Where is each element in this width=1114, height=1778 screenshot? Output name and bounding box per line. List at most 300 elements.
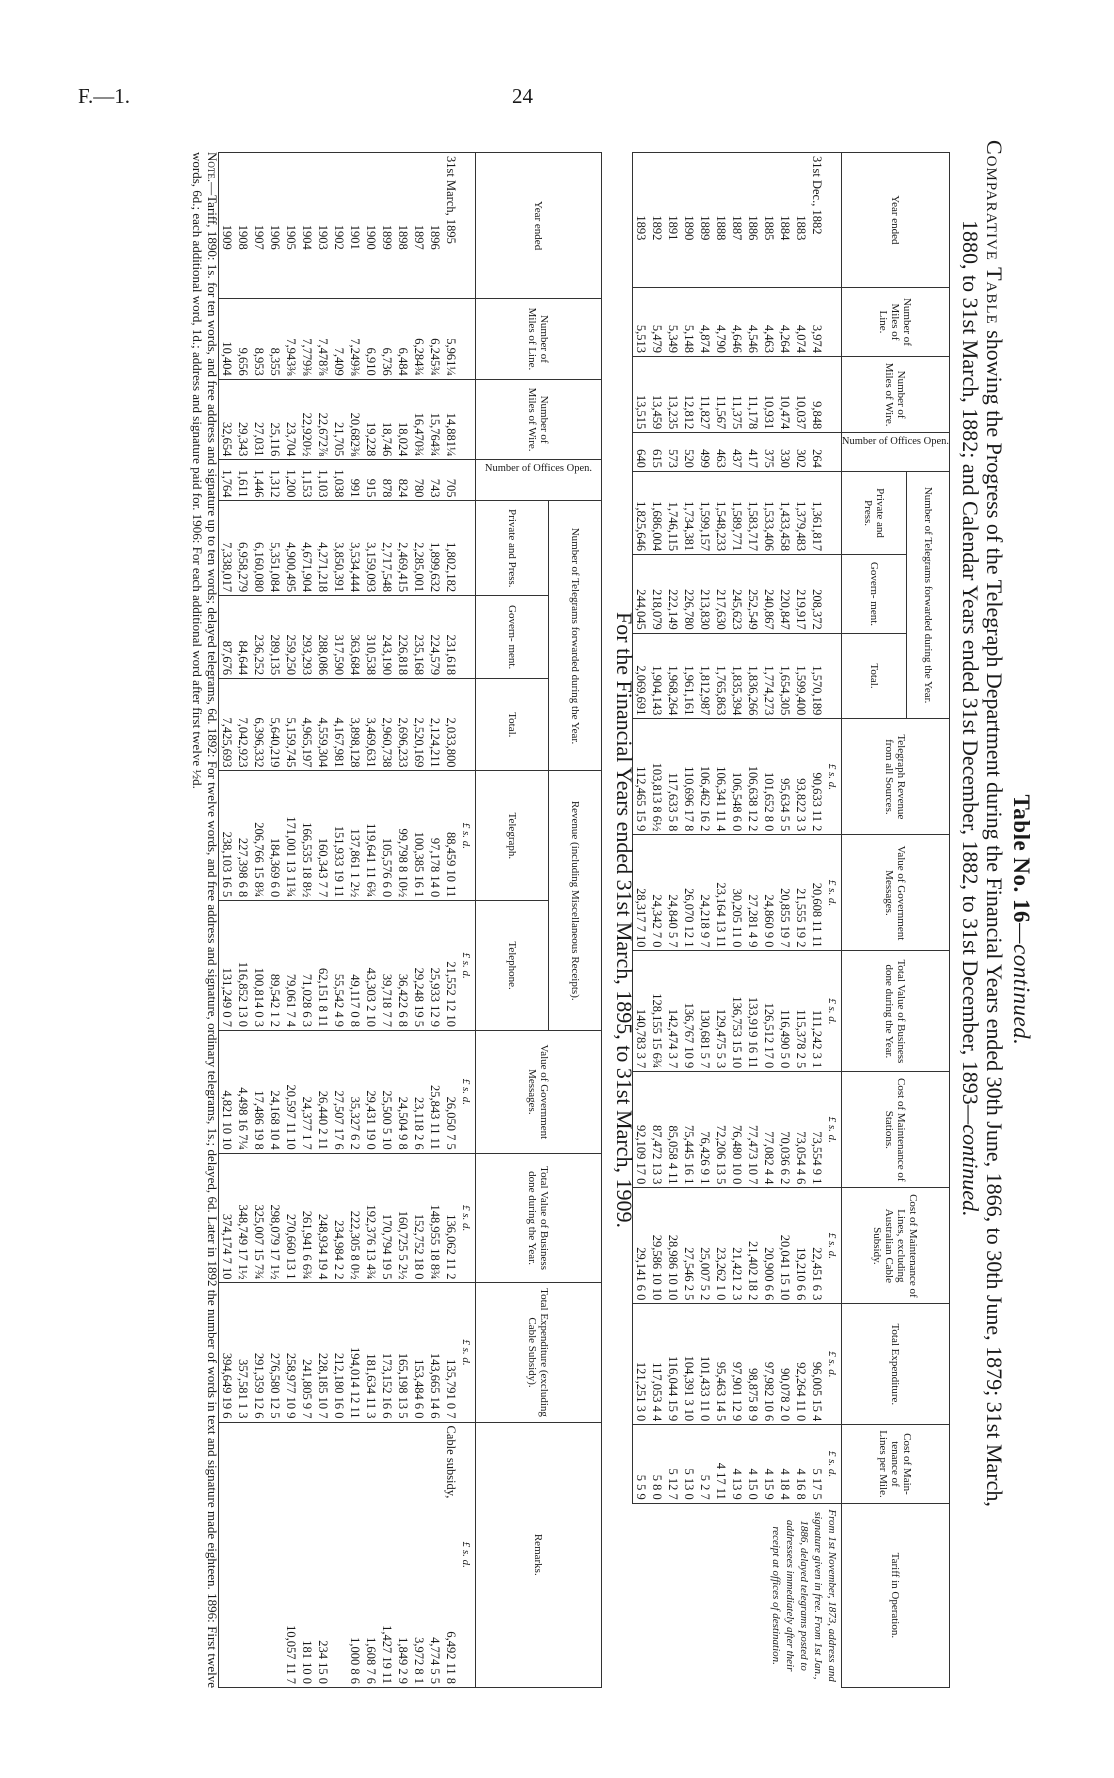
table-row xyxy=(363,153,379,1688)
year-value: 1891 xyxy=(665,215,680,241)
private-cell: 6,160,080 xyxy=(251,501,267,596)
line-cell: 8,953 xyxy=(251,299,267,380)
table-row xyxy=(809,153,825,1688)
table-row xyxy=(761,153,777,1688)
lines-cell: 21,421 2 3 xyxy=(729,1188,745,1304)
gov-cell: 226,780 xyxy=(681,555,697,634)
remarks-cell xyxy=(267,1422,283,1687)
table-row xyxy=(299,153,315,1688)
offices-cell: 264 xyxy=(809,433,825,472)
value-cell: 111,242 3 1 xyxy=(809,951,825,1072)
subtitle-1895-1909: For the Financial Years ended 31st March, 1895, to 31st March, 1909. xyxy=(612,612,637,1228)
gov-cell: 317,590 xyxy=(331,596,347,679)
year-cell xyxy=(251,153,267,299)
offices-cell: 878 xyxy=(379,460,395,501)
offices-cell: 640 xyxy=(632,433,649,472)
unit-cell: £ s. d. xyxy=(825,1304,842,1425)
col-private-press: Private and Press. xyxy=(476,501,549,596)
value-cell: 130,681 5 7 xyxy=(697,951,713,1072)
wire-cell: 11,178 xyxy=(745,357,761,433)
wire-cell: 13,235 xyxy=(665,357,681,433)
private-cell: 5,351,084 xyxy=(267,501,283,596)
lines-cell: 29,586 10 10 xyxy=(649,1188,665,1304)
offices-cell: 520 xyxy=(681,433,697,472)
year-cell xyxy=(665,153,681,288)
expend-cell: 121,251 3 0 xyxy=(632,1304,649,1425)
private-cell: 1,583,717 xyxy=(745,471,761,554)
lines-cell: 21,402 18 2 xyxy=(745,1188,761,1304)
total-cell: 2,696,233 xyxy=(395,679,411,771)
expend-cell: 394,649 19 6 xyxy=(219,1283,236,1422)
year-value: 1900 xyxy=(364,224,378,250)
expend-cell: 135,791 0 7 xyxy=(443,1283,459,1422)
unit-cell: £ s. d. xyxy=(459,1422,476,1687)
govmsg-cell: 25,500 5 10 xyxy=(379,1030,395,1153)
gov-cell: 226,818 xyxy=(395,596,411,679)
year-value: 1896 xyxy=(428,224,442,250)
line-cell: 10,404 xyxy=(219,299,236,380)
revenue-cell: 90,633 11 2 xyxy=(809,719,825,835)
value-cell: 133,919 16 11 xyxy=(745,951,761,1072)
remarks-cell xyxy=(347,1422,363,1687)
unit-cell: £ s. d. xyxy=(459,1153,476,1283)
gov-cell: 217,630 xyxy=(713,555,729,634)
lines-cell: 20,900 6 6 xyxy=(761,1188,777,1304)
year-cell xyxy=(443,153,459,299)
expend-cell: 117,053 4 4 xyxy=(649,1304,665,1425)
offices-cell: 330 xyxy=(777,433,793,472)
stations-cell: 73,554 9 1 xyxy=(809,1072,825,1188)
total-cell: 2,069,691 xyxy=(632,633,649,719)
total-cell: 2,960,738 xyxy=(379,679,395,771)
gov-cell: 222,149 xyxy=(665,555,681,634)
offices-cell: 1,446 xyxy=(251,460,267,501)
unit-cell xyxy=(459,460,476,501)
unit-cell xyxy=(825,555,842,634)
year-value: 1890 xyxy=(681,215,696,241)
line-cell: 5,148 xyxy=(681,287,697,356)
expend-cell: 101,433 11 0 xyxy=(697,1304,713,1425)
expend-cell: 97,982 10 6 xyxy=(761,1304,777,1425)
col-maint-stations: Cost of Maintenance of Stations. xyxy=(841,1072,949,1188)
value-cell: 116,490 5 0 xyxy=(777,951,793,1072)
revenue-cell: 101,652 8 0 xyxy=(761,719,777,835)
year-value: 1883 xyxy=(793,215,808,241)
table-row xyxy=(793,153,809,1688)
table-row xyxy=(283,153,299,1688)
permile-cell: 4 13 9 xyxy=(729,1425,745,1504)
gov-cell: 243,190 xyxy=(379,596,395,679)
expend-cell: 291,359 12 6 xyxy=(251,1283,267,1422)
remark-value: 3,972 8 1 xyxy=(412,1637,426,1684)
gov-cell: 208,372 xyxy=(809,555,825,634)
gov-cell: 244,045 xyxy=(632,555,649,634)
year-cell xyxy=(283,153,299,299)
remarks-cell xyxy=(443,1422,459,1687)
year-value: 1907 xyxy=(252,224,266,250)
table-row xyxy=(331,153,347,1688)
year-cell xyxy=(777,153,793,288)
col-total-value: Total Value of Business done during the Year. xyxy=(476,1153,602,1283)
unit-cell xyxy=(825,153,842,288)
value-cell: 142,474 3 7 xyxy=(665,951,681,1072)
wire-cell: 14,881¼ xyxy=(443,379,459,460)
permile-cell: 4 15 9 xyxy=(761,1425,777,1504)
wire-cell: 12,812 xyxy=(681,357,697,433)
telegraph-cell: 100,385 16 1 xyxy=(411,771,427,901)
value-cell: 126,512 17 0 xyxy=(761,951,777,1072)
value-cell: 261,941 6 6¾ xyxy=(299,1153,315,1283)
wire-cell: 23,704 xyxy=(283,379,299,460)
year-cell xyxy=(331,153,347,299)
expend-cell: 194,014 12 11 xyxy=(347,1283,363,1422)
unit-cell: £ s. d. xyxy=(825,719,842,835)
value-cell: 270,660 13 1 xyxy=(283,1153,299,1283)
govmsg-cell: 23,164 13 11 xyxy=(713,835,729,951)
gov-cell: 218,079 xyxy=(649,555,665,634)
remark-value: 1,849 2 9 xyxy=(396,1637,410,1684)
expend-cell: 212,180 16 0 xyxy=(331,1283,347,1422)
stations-cell: 85,058 4 11 xyxy=(665,1072,681,1188)
permile-cell: 5 17 5 xyxy=(809,1425,825,1504)
col-remarks: Remarks. xyxy=(476,1422,602,1687)
table-title: Comparative Table showing the Progress of the Telegraph Department during the Financial Years ended 30th June, 1866, to 30th June, 1879; 31st March, 1880, to 31st March, 1882; and Calendar Years ended 31st December, 1882, to 31st December, 1893—continued. xyxy=(958,140,1007,1507)
total-cell: 1,836,266 xyxy=(745,633,761,719)
telegraph-cell: 166,535 18 8½ xyxy=(299,771,315,901)
govmsg-cell: 4,821 10 10 xyxy=(219,1030,236,1153)
year-value: 1893 xyxy=(633,215,648,241)
revenue-cell: 103,813 8 6½ xyxy=(649,719,665,835)
unit-cell xyxy=(825,471,842,554)
unit-cell: £ s. d. xyxy=(825,835,842,951)
wire-cell: 11,827 xyxy=(697,357,713,433)
offices-cell: 375 xyxy=(761,433,777,472)
col-miles-line: Number of Miles of Line. xyxy=(476,299,602,380)
table-row xyxy=(649,153,665,1688)
value-cell: 129,475 5 3 xyxy=(713,951,729,1072)
col-telegraph: Telegraph. xyxy=(476,771,549,901)
offices-cell: 499 xyxy=(697,433,713,472)
line-cell: 7,478⅞ xyxy=(315,299,331,380)
line-cell: 4,546 xyxy=(745,287,761,356)
govmsg-cell: 26,050 7 5 xyxy=(443,1030,459,1153)
col-offices-open: Number of Offices Open. xyxy=(841,433,949,472)
year-prefix: 31st Dec., xyxy=(809,156,824,207)
col-total-value: Total Value of Business done during the Year. xyxy=(841,951,949,1072)
unit-cell: £ s. d. xyxy=(459,901,476,1031)
line-cell: 8,355 xyxy=(267,299,283,380)
stations-cell: 72,206 13 5 xyxy=(713,1072,729,1188)
govmsg-cell: 26,440 2 11 xyxy=(315,1030,331,1153)
expend-cell: 116,044 15 9 xyxy=(665,1304,681,1425)
gov-cell: 220,847 xyxy=(777,555,793,634)
table-row xyxy=(411,153,427,1688)
gov-cell: 235,168 xyxy=(411,596,427,679)
offices-cell: 824 xyxy=(395,460,411,501)
table-row xyxy=(379,153,395,1688)
private-cell: 1,825,646 xyxy=(632,471,649,554)
remark-value: 4,774 5 5 xyxy=(428,1637,442,1684)
expend-cell: 173,152 16 6 xyxy=(379,1283,395,1422)
telegraph-cell: 88,459 10 11 xyxy=(443,771,459,901)
govmsg-cell: 27,507 17 6 xyxy=(331,1030,347,1153)
gov-cell: 252,549 xyxy=(745,555,761,634)
lines-cell: 23,262 1 0 xyxy=(713,1188,729,1304)
permile-cell: 4 16 8 xyxy=(793,1425,809,1504)
unit-cell: £ s. d. xyxy=(459,1030,476,1153)
total-cell: 4,167,981 xyxy=(331,679,347,771)
progress-table-1882-1893 xyxy=(632,152,950,1688)
gov-cell: 259,250 xyxy=(283,596,299,679)
private-cell: 1,899,632 xyxy=(427,501,443,596)
col-miles-wire: Number of Miles of Wire. xyxy=(476,379,602,460)
remarks-cell xyxy=(427,1422,443,1687)
value-cell: 160,725 5 2½ xyxy=(395,1153,411,1283)
table-row xyxy=(713,153,729,1688)
year-value: 1887 xyxy=(729,215,744,241)
offices-cell: 1,764 xyxy=(219,460,236,501)
telephone-cell: 79,061 7 4 xyxy=(283,901,299,1031)
year-prefix: 31st March, xyxy=(444,156,458,216)
value-cell: 222,305 8 0½ xyxy=(347,1153,363,1283)
revenue-cell: 106,548 6 0 xyxy=(729,719,745,835)
value-cell: 136,767 10 9 xyxy=(681,951,697,1072)
offices-cell: 1,038 xyxy=(331,460,347,501)
year-cell xyxy=(363,153,379,299)
govmsg-cell: 26,070 12 1 xyxy=(681,835,697,951)
expend-cell: 143,665 14 6 xyxy=(427,1283,443,1422)
value-cell: 136,062 11 2 xyxy=(443,1153,459,1283)
year-value: 1899 xyxy=(380,224,394,250)
govmsg-cell: 30,205 11 0 xyxy=(729,835,745,951)
expend-cell: 276,580 12 5 xyxy=(267,1283,283,1422)
telegraph-cell: 97,178 14 0 xyxy=(427,771,443,901)
govmsg-cell: 4,498 16 7¼ xyxy=(235,1030,251,1153)
telephone-cell: 62,151 8 11 xyxy=(315,901,331,1031)
telephone-cell: 43,303 2 10 xyxy=(363,901,379,1031)
col-miles-line: Number of Miles of Line. xyxy=(841,287,949,356)
private-cell: 2,469,415 xyxy=(395,501,411,596)
col-maint-lines: Cost of Maintenance of Lines, excluding Australian Cable Subsidy. xyxy=(841,1188,949,1304)
remark-value: 1,608 7 6 xyxy=(364,1637,378,1684)
offices-cell: 1,200 xyxy=(283,460,299,501)
wire-cell: 10,037 xyxy=(793,357,809,433)
col-gov-messages: Value of Government Messages. xyxy=(476,1030,602,1153)
table-row xyxy=(395,153,411,1688)
private-cell: 1,548,233 xyxy=(713,471,729,554)
wire-cell: 13,459 xyxy=(649,357,665,433)
private-cell: 1,433,458 xyxy=(777,471,793,554)
table-row xyxy=(427,153,443,1688)
govmsg-cell: 24,168 10 4 xyxy=(267,1030,283,1153)
total-cell: 7,042,923 xyxy=(235,679,251,771)
telephone-cell: 21,552 12 10 xyxy=(443,901,459,1031)
private-cell: 1,734,381 xyxy=(681,471,697,554)
govmsg-cell: 25,843 11 11 xyxy=(427,1030,443,1153)
table-row xyxy=(665,153,681,1688)
wire-cell: 32,654 xyxy=(219,379,236,460)
wire-cell: 22,672⅞ xyxy=(315,379,331,460)
line-cell: 6,736 xyxy=(379,299,395,380)
progress-table-1895-1909 xyxy=(218,152,602,1688)
unit-cell: £ s. d. xyxy=(459,771,476,901)
total-cell: 1,654,305 xyxy=(777,633,793,719)
gov-cell: 245,623 xyxy=(729,555,745,634)
year-cell xyxy=(761,153,777,288)
expend-cell: 153,484 6 0 xyxy=(411,1283,427,1422)
private-cell: 1,533,406 xyxy=(761,471,777,554)
private-cell: 3,850,391 xyxy=(331,501,347,596)
value-cell: 298,079 17 1½ xyxy=(267,1153,283,1283)
expend-cell: 98,875 8 9 xyxy=(745,1304,761,1425)
line-cell: 4,646 xyxy=(729,287,745,356)
unit-cell: £ s. d. xyxy=(825,1425,842,1504)
remarks-cell xyxy=(411,1422,427,1687)
line-cell: 4,874 xyxy=(697,287,713,356)
expend-cell: 92,264 11 0 xyxy=(793,1304,809,1425)
line-cell: 6,284¾ xyxy=(411,299,427,380)
offices-cell: 1,312 xyxy=(267,460,283,501)
year-cell xyxy=(681,153,697,288)
total-cell: 1,835,394 xyxy=(729,633,745,719)
value-cell: 128,155 15 6¾ xyxy=(649,951,665,1072)
footnote: Note.—Tariff, 1890: 1s. for ten words, and free address and signature up to ten words; delayed telegrams, 6d. 1892: For twelve words, and free address and signature, ordinary telegrams, 1s.; delayed, 6d. Later in 1892 the number of words in text and signature made eighteen. 1896: First twelve words, 6d.; each additional word, 1d.; address and signature paid for. 1906: For each additional word after first twelve ½d. xyxy=(190,152,220,1688)
total-cell: 1,904,143 xyxy=(649,633,665,719)
telephone-cell: 36,422 6 8 xyxy=(395,901,411,1031)
private-cell: 2,717,548 xyxy=(379,501,395,596)
lines-cell: 22,451 6 3 xyxy=(809,1188,825,1304)
table-row xyxy=(697,153,713,1688)
remark-value: 181 10 0 xyxy=(300,1640,314,1684)
header-document-code: F.—1. xyxy=(78,84,130,108)
wire-cell: 11,375 xyxy=(729,357,745,433)
total-cell: 4,559,304 xyxy=(315,679,331,771)
value-cell: 152,752 18 0 xyxy=(411,1153,427,1283)
telegraph-cell: 160,343 7 7 xyxy=(315,771,331,901)
stations-cell: 92,109 17 0 xyxy=(632,1072,649,1188)
lines-cell: 28,986 10 10 xyxy=(665,1188,681,1304)
expend-cell: 96,005 15 4 xyxy=(809,1304,825,1425)
telephone-cell: 71,028 6 3 xyxy=(299,901,315,1031)
wire-cell: 10,931 xyxy=(761,357,777,433)
col-government: Govern- ment. xyxy=(841,555,907,634)
line-cell: 6,910 xyxy=(363,299,379,380)
page-number: 24 xyxy=(512,84,533,108)
total-cell: 7,425,693 xyxy=(219,679,236,771)
year-value: 1909 xyxy=(220,224,234,250)
remarks-cell xyxy=(299,1422,315,1687)
unit-cell xyxy=(825,633,842,719)
wire-cell: 29,343 xyxy=(235,379,251,460)
revenue-cell: 106,462 16 2 xyxy=(697,719,713,835)
govmsg-cell: 35,327 6 2 xyxy=(347,1030,363,1153)
wire-cell: 19,228 xyxy=(363,379,379,460)
table-row xyxy=(729,153,745,1688)
revenue-cell: 106,638 12 2 xyxy=(745,719,761,835)
private-cell: 4,271,218 xyxy=(315,501,331,596)
year-value: 1884 xyxy=(777,215,792,241)
telegraph-cell: 105,576 6 0 xyxy=(379,771,395,901)
permile-cell: 4 18 4 xyxy=(777,1425,793,1504)
offices-cell: 705 xyxy=(443,460,459,501)
unit-cell xyxy=(459,596,476,679)
govmsg-cell: 24,504 9 8 xyxy=(395,1030,411,1153)
line-cell: 7,409 xyxy=(331,299,347,380)
gov-cell: 213,830 xyxy=(697,555,713,634)
year-value: 1892 xyxy=(649,215,664,241)
stations-cell: 76,426 9 1 xyxy=(697,1072,713,1188)
lines-cell: 29,141 6 0 xyxy=(632,1188,649,1304)
value-cell: 170,794 19 5 xyxy=(379,1153,395,1283)
remark-value: 6,492 11 8 xyxy=(444,1631,458,1684)
wire-cell: 9,848 xyxy=(809,357,825,433)
telephone-cell: 131,249 0 7 xyxy=(219,901,236,1031)
line-cell: 6,484 xyxy=(395,299,411,380)
unit-cell xyxy=(459,153,476,299)
lines-cell: 27,546 2 5 xyxy=(681,1188,697,1304)
col-tariff: Tariff in Operation. xyxy=(841,1503,949,1687)
year-value: 1886 xyxy=(745,215,760,241)
table-row xyxy=(681,153,697,1688)
gov-cell: 224,579 xyxy=(427,596,443,679)
offices-cell: 417 xyxy=(745,433,761,472)
remark-value: 10,057 11 7 xyxy=(284,1625,298,1684)
private-cell: 1,746,115 xyxy=(665,471,681,554)
revenue-cell: 93,822 3 3 xyxy=(793,719,809,835)
unit-cell: £ s. d. xyxy=(459,1283,476,1422)
year-cell xyxy=(809,153,825,288)
offices-cell: 573 xyxy=(665,433,681,472)
unit-cell: £ s. d. xyxy=(825,1072,842,1188)
remarks-cell xyxy=(395,1422,411,1687)
value-cell: 234,984 2 2 xyxy=(331,1153,347,1283)
govmsg-cell: 27,281 4 9 xyxy=(745,835,761,951)
remark-value: 234 15 0 xyxy=(316,1640,330,1684)
year-cell xyxy=(713,153,729,288)
year-cell xyxy=(347,153,363,299)
col-total: Total. xyxy=(841,633,907,719)
telegraph-cell: 171,001 13 11¾ xyxy=(283,771,299,901)
remarks-cell xyxy=(379,1422,395,1687)
wire-cell: 27,031 xyxy=(251,379,267,460)
lines-cell: 19,210 6 6 xyxy=(793,1188,809,1304)
permile-cell: 4 15 0 xyxy=(745,1425,761,1504)
line-cell: 5,349 xyxy=(665,287,681,356)
year-value: 1901 xyxy=(348,224,362,250)
total-cell: 3,469,631 xyxy=(363,679,379,771)
table-row xyxy=(443,153,459,1688)
wire-cell: 18,746 xyxy=(379,379,395,460)
private-cell: 7,338,017 xyxy=(219,501,236,596)
stations-cell: 76,480 10 0 xyxy=(729,1072,745,1188)
year-value: 1882 xyxy=(809,209,824,235)
year-value: 1888 xyxy=(713,215,728,241)
private-cell: 1,361,817 xyxy=(809,471,825,554)
table-row xyxy=(219,153,236,1688)
offices-cell: 437 xyxy=(729,433,745,472)
rotated-landscape-page xyxy=(90,140,1050,1700)
col-group-telegrams: Number of Telegrams forwarded during the Year. xyxy=(907,471,950,718)
wire-cell: 13,515 xyxy=(632,357,649,433)
private-cell: 6,958,279 xyxy=(235,501,251,596)
private-cell: 3,534,444 xyxy=(347,501,363,596)
table-row xyxy=(347,153,363,1688)
unit-cell xyxy=(825,287,842,356)
govmsg-cell: 29,431 19 0 xyxy=(363,1030,379,1153)
permile-cell: 5 12 7 xyxy=(665,1425,681,1504)
telephone-cell: 29,248 19 5 xyxy=(411,901,427,1031)
wire-cell: 22,920½ xyxy=(299,379,315,460)
